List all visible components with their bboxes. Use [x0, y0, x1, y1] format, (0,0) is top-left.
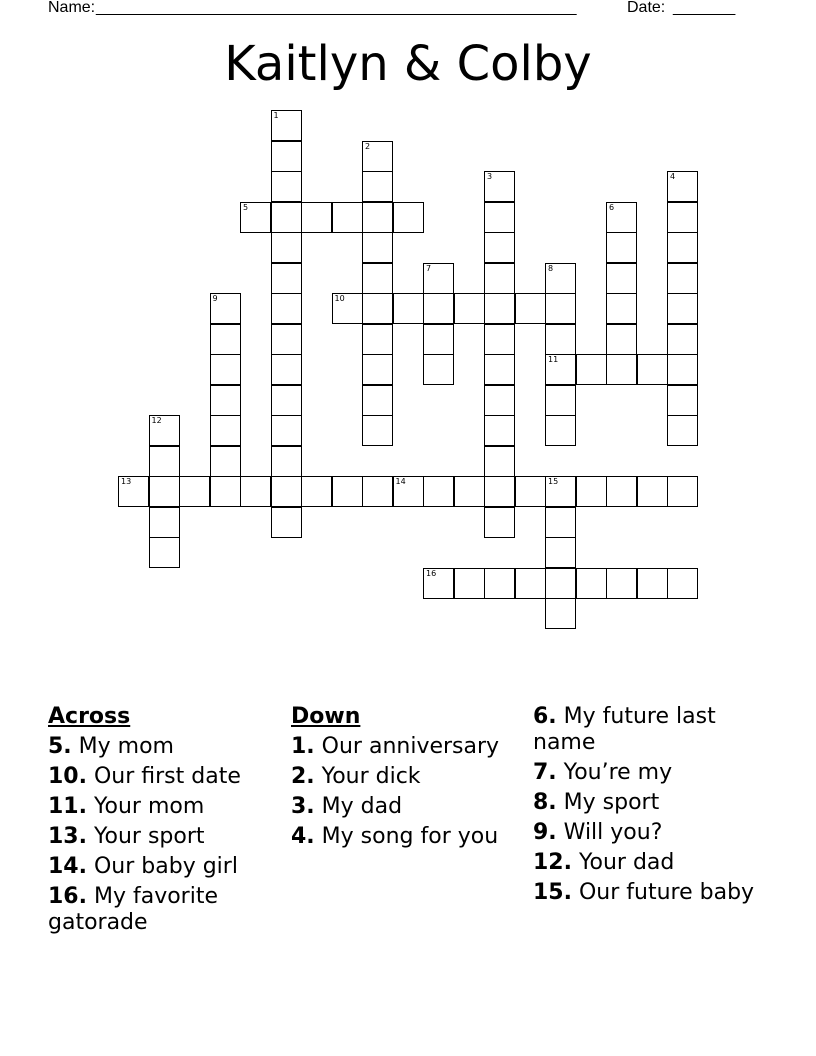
- grid-cell[interactable]: [545, 324, 576, 355]
- grid-cell[interactable]: [210, 415, 241, 446]
- grid-cell[interactable]: [271, 476, 302, 507]
- cell-number: 14: [395, 477, 406, 486]
- grid-cell[interactable]: [606, 202, 637, 233]
- cell-number: 16: [426, 568, 437, 578]
- grid-cell[interactable]: [545, 507, 576, 538]
- grid-cell[interactable]: [301, 476, 332, 507]
- grid-cell[interactable]: [454, 476, 485, 507]
- clue-number: 3.: [291, 794, 315, 819]
- grid-cell[interactable]: [118, 476, 149, 507]
- grid-cell[interactable]: [271, 202, 302, 233]
- grid-cell[interactable]: [210, 476, 241, 507]
- grid-cell[interactable]: [667, 568, 698, 599]
- across-heading: Across: [48, 704, 131, 729]
- grid-cell[interactable]: [484, 476, 515, 507]
- grid-cell[interactable]: [423, 324, 454, 355]
- grid-cell[interactable]: [484, 446, 515, 477]
- grid-cell[interactable]: [606, 232, 637, 263]
- grid-cell[interactable]: [637, 568, 668, 599]
- grid-cell[interactable]: [301, 202, 332, 233]
- clue-down-1: [291, 734, 523, 760]
- cell-number: 2: [365, 141, 371, 151]
- grid-cell[interactable]: [210, 446, 241, 477]
- grid-cell[interactable]: [362, 293, 393, 324]
- grid-cell[interactable]: [362, 141, 393, 172]
- clue-across-11: [48, 794, 280, 820]
- across-clues: [48, 704, 280, 940]
- grid-cell[interactable]: [362, 202, 393, 233]
- grid-cell[interactable]: [515, 293, 546, 324]
- grid-cell[interactable]: [484, 568, 515, 599]
- grid-cell[interactable]: [667, 324, 698, 355]
- grid-cell[interactable]: [362, 476, 393, 507]
- clue-number: 16.: [48, 884, 87, 909]
- grid-cell[interactable]: [484, 385, 515, 416]
- grid-cell[interactable]: [271, 141, 302, 172]
- grid-cell[interactable]: [484, 324, 515, 355]
- grid-cell[interactable]: [545, 476, 576, 507]
- cell-number: 10: [334, 294, 345, 303]
- grid-cell[interactable]: [332, 293, 363, 324]
- grid-cell[interactable]: [545, 537, 576, 568]
- grid-cell[interactable]: [362, 263, 393, 294]
- down-clues-continued: [533, 704, 765, 910]
- grid-cell[interactable]: [149, 507, 180, 538]
- clue-text: Will you?: [563, 820, 663, 845]
- grid-cell[interactable]: [271, 293, 302, 324]
- grid-cell[interactable]: [210, 354, 241, 385]
- grid-cell[interactable]: [667, 263, 698, 294]
- clue-down-4: [291, 824, 523, 850]
- clue-down-9: [533, 820, 765, 846]
- grid-cell[interactable]: [454, 293, 485, 324]
- grid-cell[interactable]: [606, 354, 637, 385]
- grid-cell[interactable]: [271, 110, 302, 141]
- grid-cell[interactable]: [332, 476, 363, 507]
- grid-cell[interactable]: [271, 385, 302, 416]
- clue-across-10: [48, 764, 280, 790]
- grid-cell[interactable]: [515, 476, 546, 507]
- clue-down-2: [291, 764, 523, 790]
- clue-text: My dad: [321, 794, 403, 819]
- date-label: Date:: [627, 0, 666, 16]
- clue-down-7: [533, 760, 765, 786]
- grid-cell[interactable]: [271, 263, 302, 294]
- grid-cell[interactable]: [149, 537, 180, 568]
- puzzle-title: Kaitlyn & Colby: [224, 36, 592, 92]
- grid-cell[interactable]: [606, 263, 637, 294]
- grid-cell[interactable]: [667, 476, 698, 507]
- grid-cell[interactable]: [484, 232, 515, 263]
- grid-cell[interactable]: [210, 293, 241, 324]
- clue-across-5: [48, 734, 280, 760]
- grid-cell[interactable]: [667, 354, 698, 385]
- grid-cell[interactable]: [240, 476, 271, 507]
- grid-cell[interactable]: [545, 293, 576, 324]
- grid-cell[interactable]: [393, 293, 424, 324]
- grid-cell[interactable]: [606, 568, 637, 599]
- clue-text: My song for you: [321, 824, 499, 849]
- clue-text: Our first date: [93, 764, 241, 789]
- grid-cell[interactable]: [484, 293, 515, 324]
- grid-cell[interactable]: [545, 598, 576, 629]
- grid-cell[interactable]: [362, 354, 393, 385]
- grid-cell[interactable]: [545, 263, 576, 294]
- cell-number: 13: [121, 477, 132, 486]
- grid-cell[interactable]: [667, 202, 698, 233]
- clue-number: 13.: [48, 824, 87, 849]
- clue-number: 10.: [48, 764, 87, 789]
- clue-number: 12.: [533, 850, 572, 875]
- grid-cell[interactable]: [271, 446, 302, 477]
- clue-text: My favorite gatorade: [48, 884, 219, 935]
- clue-number: 2.: [291, 764, 315, 789]
- cell-number: 11: [548, 355, 559, 364]
- grid-cell[interactable]: [667, 415, 698, 446]
- grid-cell[interactable]: [210, 385, 241, 416]
- grid-cell[interactable]: [667, 232, 698, 263]
- down-clues: [291, 704, 523, 854]
- grid-cell[interactable]: [484, 354, 515, 385]
- grid-cell[interactable]: [362, 232, 393, 263]
- clue-down-6: [533, 704, 765, 756]
- grid-cell[interactable]: [393, 202, 424, 233]
- grid-cell[interactable]: [667, 293, 698, 324]
- clue-down-3: [291, 794, 523, 820]
- clue-text: Our baby girl: [93, 854, 238, 879]
- clue-across-13: [48, 824, 280, 850]
- grid-cell[interactable]: [484, 171, 515, 202]
- grid-cell[interactable]: [271, 507, 302, 538]
- cell-number: 8: [548, 263, 554, 273]
- grid-cell[interactable]: [423, 568, 454, 599]
- grid-cell[interactable]: [606, 293, 637, 324]
- grid-cell[interactable]: [423, 354, 454, 385]
- clue-text: My sport: [563, 790, 660, 815]
- grid-cell[interactable]: [454, 568, 485, 599]
- cell-number: 6: [609, 202, 615, 212]
- grid-cell[interactable]: [149, 415, 180, 446]
- clue-number: 7.: [533, 760, 557, 785]
- grid-cell[interactable]: [393, 476, 424, 507]
- grid-cell[interactable]: [667, 385, 698, 416]
- clue-across-14: [48, 854, 280, 880]
- grid-cell[interactable]: [606, 476, 637, 507]
- clue-text: Our future baby: [578, 880, 755, 905]
- cell-number: 1: [273, 111, 279, 120]
- clue-text: Our anniversary: [321, 734, 500, 759]
- grid-cell[interactable]: [423, 263, 454, 294]
- date-blank: _______: [673, 0, 736, 16]
- cell-number: 5: [243, 202, 249, 212]
- clue-across-16: [48, 884, 280, 936]
- grid-cell[interactable]: [271, 232, 302, 263]
- cell-number: 15: [548, 477, 559, 486]
- grid-cell[interactable]: [179, 476, 210, 507]
- cell-number: 7: [426, 263, 432, 273]
- cell-number: 12: [151, 416, 162, 425]
- grid-cell[interactable]: [515, 568, 546, 599]
- clue-number: 14.: [48, 854, 87, 879]
- name-label: Name:: [48, 0, 96, 16]
- clue-number: 4.: [291, 824, 315, 849]
- grid-cell[interactable]: [423, 293, 454, 324]
- name-blank: ______________________________________________________: [96, 0, 577, 16]
- grid-cell[interactable]: [240, 202, 271, 233]
- clue-down-12: [533, 850, 765, 876]
- grid-cell[interactable]: [362, 415, 393, 446]
- grid-cell[interactable]: [271, 171, 302, 202]
- clue-text: My future last name: [533, 704, 716, 755]
- grid-cell[interactable]: [362, 385, 393, 416]
- clue-text: Your dad: [578, 850, 675, 875]
- grid-cell[interactable]: [149, 476, 180, 507]
- grid-cell[interactable]: [545, 568, 576, 599]
- cell-number: 4: [670, 172, 676, 181]
- cell-number: 3: [487, 172, 493, 181]
- grid-cell[interactable]: [210, 324, 241, 355]
- grid-cell[interactable]: [484, 202, 515, 233]
- grid-cell[interactable]: [637, 354, 668, 385]
- grid-cell[interactable]: [576, 354, 607, 385]
- clue-down-15: [533, 880, 765, 906]
- grid-cell[interactable]: [545, 415, 576, 446]
- clue-number: 15.: [533, 880, 572, 905]
- grid-cell[interactable]: [576, 568, 607, 599]
- clue-down-8: [533, 790, 765, 816]
- grid-cell[interactable]: [484, 263, 515, 294]
- grid-cell[interactable]: [332, 202, 363, 233]
- clue-number: 11.: [48, 794, 87, 819]
- clue-number: 8.: [533, 790, 557, 815]
- grid-cell[interactable]: [362, 171, 393, 202]
- grid-cell[interactable]: [637, 476, 668, 507]
- grid-cell[interactable]: [576, 476, 607, 507]
- down-heading: Down: [291, 704, 361, 729]
- clue-number: 9.: [533, 820, 557, 845]
- grid-cell[interactable]: [667, 171, 698, 202]
- grid-cell[interactable]: [271, 324, 302, 355]
- cell-number: 9: [212, 294, 218, 303]
- grid-cell[interactable]: [484, 415, 515, 446]
- grid-cell[interactable]: [271, 354, 302, 385]
- clue-text: My mom: [78, 734, 174, 759]
- clue-text: Your mom: [93, 794, 205, 819]
- grid-cell[interactable]: [545, 354, 576, 385]
- clue-text: You’re my: [563, 760, 673, 785]
- grid-cell[interactable]: [606, 324, 637, 355]
- grid-cell[interactable]: [423, 476, 454, 507]
- clue-text: Your sport: [93, 824, 205, 849]
- grid-cell[interactable]: [149, 446, 180, 477]
- clue-number: 6.: [533, 704, 557, 729]
- clue-number: 1.: [291, 734, 315, 759]
- grid-cell[interactable]: [545, 385, 576, 416]
- clue-number: 5.: [48, 734, 72, 759]
- clue-text: Your dick: [321, 764, 421, 789]
- grid-cell[interactable]: [484, 507, 515, 538]
- grid-cell[interactable]: [362, 324, 393, 355]
- grid-cell[interactable]: [271, 415, 302, 446]
